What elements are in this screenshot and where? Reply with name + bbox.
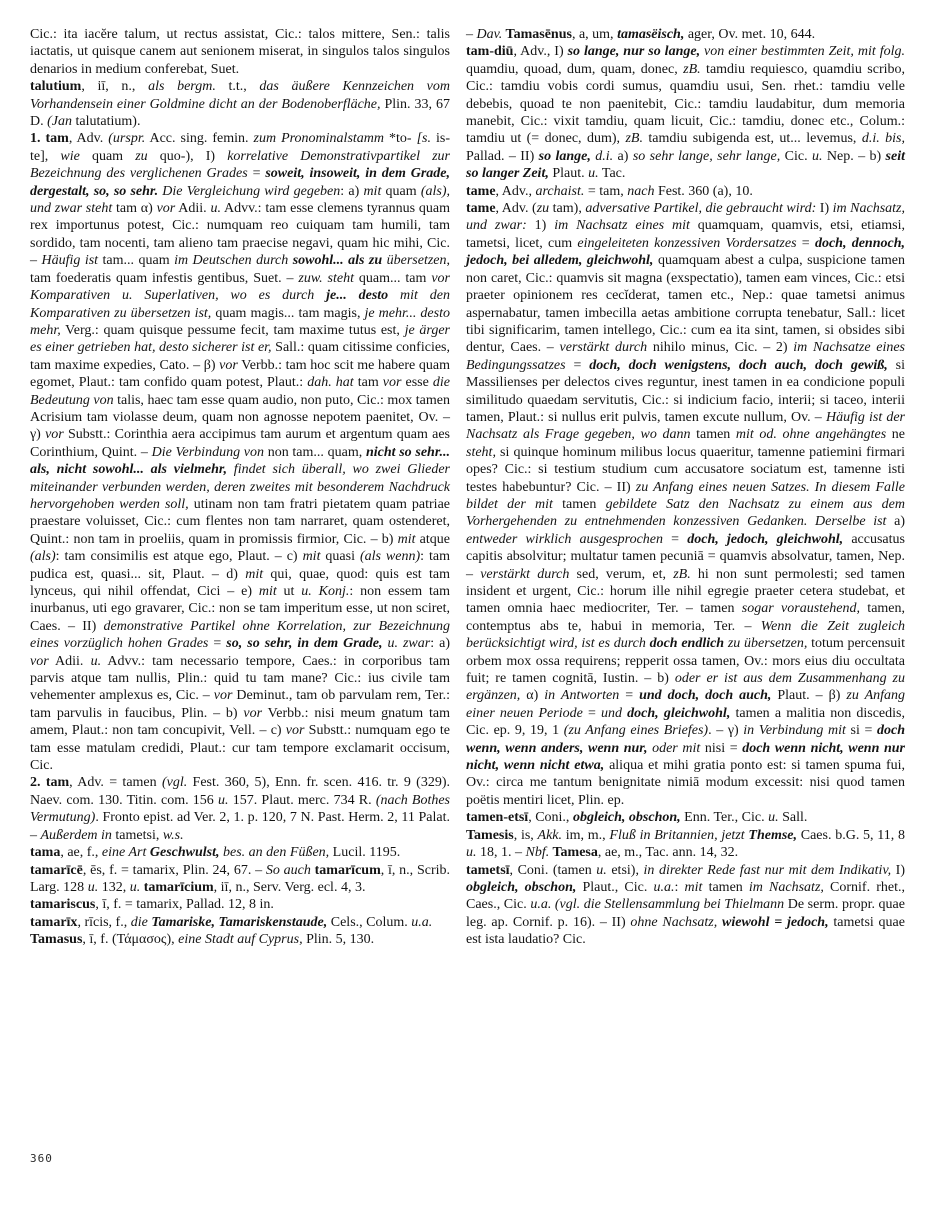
entry-tamarix: tamarīx, rīcis, f., die Tamariske, Tamariskenstaude, Cels., Colum. u.a.	[30, 914, 433, 930]
entry-2-tam: 2. tam, Adv. = tamen (vgl. Fest. 360, 5), Enn. fr. scen. 416. tr. 9 (329). Naev. com. 130. Titin. com. 156 u. 157. Plaut. merc. 734 R. (nach Bothes Vermutung). Fronto epist. ad Ver. 2, 1. p. 120, 7 N. Past. Herm. 2, 11 Palat. – Außerdem in tametsi, w.s.	[30, 775, 451, 843]
entry-tama: tama, ae, f., eine Art Geschwulst, bes. an den Füßen, Lucil. 1195.	[30, 845, 401, 861]
entry-tamesis: Tamesis, is, Akk. im, m., Fluß in Britannien, jetzt Themse, Caes. b.G. 5, 11, 8 u. 18, 1. – Nbf. Tamesa, ae, m., Tac. ann. 14, 32.	[466, 827, 906, 861]
entry-tametsi: tametsī, Coni. (tamen u. etsi), in direkter Rede fast nur mit dem Indikativ, I) obgleich, obschon, Plaut., Cic. u.a.: mit tamen im Nachsatz, Cornif. rhet., Caes., Cic. u.a. (vgl. die Stellensammlung bei Thielmann De serm. propr. quae leg. ap. Cornif. p. 16). – II) ohne Nachsatz, wiewohl = jedoch, tametsi quae est ista laudatio? Cic.	[466, 862, 905, 948]
entry-1-tam: 1. tam, Adv. (urspr. Acc. sing. femin. zum Pronominalstamm *to- [s. is-te], wie quam zu quo-), I) korrelative Demonstrativpartikel zur Bezeichnung des verglichenen Grades = soweit, insoweit, in dem Grade, dergestalt, so, so sehr. Die Vergleichung wird gegeben: a) mit quam (als), und zwar steht tam α) vor Adii. u. Advv.: tam esse clemens tyrannus quam rex importunus potest, Cic.: numquam reo cuiquam tam humili, tam sordido, tam nocenti, tam alieno tam praecise negavi, quam hic mihi, Cic. – Häufig ist tam... quam im Deutschen durch sowohl... als zu übersetzen, tam foederatis quam infestis gentibus, Suet. – zuw. steht quam... tam vor Komparativen u. Superlativen, wo es durch je... desto mit den Komparativen zu übersetzen ist, quam magis... tam magis, je mehr... desto mehr, Verg.: quam quisque pessume fecit, tam maxime tutus est, je ärger es einer getrieben hat, desto sicherer ist er, Sall.: quam citissime conficies, tam maxime expedies, Cato. – β) vor Verbb.: tam hoc scit me habere quam egomet, Plaut.: tam confido quam potest, Plaut.: dah. hat tam vor esse die Bedeutung von talis, haec tam esse quam audio, non puto, Cic.: mox tamen Acrisium tam violasse deum, quam non agnosse nepotem paenitet, Ov. – γ) vor Substt.: Corinthia aera accipimus tam aurum et argentum quam aes Corinthium, Quint. – Die Verbindung von non tam... quam, nicht so sehr... als, nicht sowohl... als vielmehr, findet sich überall, wo zwei Glieder miteinander verbunden werden, deren zweites mit besonderem Nachdruck hervorgehoben werden soll, utinam non tam fratri pietatem quam patriae praestare voluisset, Cic.: cum flentes non tam narraret, quam ostenderet, Quint.: non tam in proeliis, quam in promissis firmior, Cic. – b) mit atque (als): tam consimilis est atque ego, Plaut. – c) mit quasi (als wenn): tam pudica est, quasi... sit, Plaut. – d) mit qui, quae, quod: quis est tam lynceus, qui nihil offendat, Cici – e) mit ut u. Konj.: non essem tam inurbanus, uti ego gravarer, Cic.: non se tam imperitum esse, ut non sciret, Caes. – II) demonstrative Partikel ohne Korrelation, zur Bezeichnung eines vorzüglich hohen Grades = so, so sehr, in dem Grade, u. zwar: a) vor Adii. u. Advv.: tam necessario tempore, Caes.: in corporibus tam parvis atque tam nullis, Plin.: quid tu tam mane? Cic.: ius civile tam vehementer amplexus es, Cic. – vor Deminut., tam ob parvulam rem, Ter.: tam parvulis in faucibus, Plin. – b) vor Verbb.: nisi meum gnatum tam amem, Plaut.: non tam concupivit, Vell. – c) vor Substt.: numquam ego te tam esse matulam credidi, Plaut.: cur tam tempore exclamarit occisum, Cic.	[30, 131, 451, 774]
entry-tamariscus: tamariscus, ī, f. = tamarix, Pallad. 12, 8 in.	[30, 897, 274, 913]
entry-tame-adversative: tame, Adv. (zu tam), adversative Partikel, die gebraucht wird: I) im Nachsatz, und zwar: 1) im Nachsatz eines mit quamquam, quamvis, etsi, etiamsi, tametsi, licet, cum eingeleiteten konzessiven Vordersatzes = doch, dennoch, jedoch, bei alledem, gleichwohl, quamquam abest a culpa, suspicione tamen non caret, Cic.: quamvis sit magna (exspectatio), tamen eam vinces, Cic.: etsi praeter opinionem res cecĭderat, tamen etc., Nep.: quae tametsi animus aspernabatur, tamen imbecilla aetas ambitione corrupta tenebatur, Sall.: licet tibi significarim, tamen intellego, Cic.: cum ea ita sint, tamen, si obsides sibi dentur, Caes. – verstärkt durch nihilo minus, Cic. – 2) im Nachsatze eines Bedingungssatzes = doch, doch wenigstens, doch auch, doch gewiß, si Massilienses per delectos cives reguntur, inest tamen in ea condicione populi similitudo quaedam servitutis, Cic.: si indicium facio, interii; si taceo, interii tamen, Plaut.: si nullus erit pulvis, tamen excute nullum, Ov. – Häufig ist der Nachsatz als Frage gegeben, wo dann tamen mit od. ohne angehängtes ne steht, si quinque hominum milibus locus quaeritur, tamenne patiemini firmari opes? Cic.: si testium studium cum accusatore sociatum est, tamenne isti testes habebuntur? Cic. – II) zu Anfang eines neuen Satzes. In diesem Falle bildet der mit tamen gebildete Satz den Nachsatz zu einem aus dem Vorhergehenden zu entnehmenden konzessiven Gedanken. Derselbe ist a) entweder wirklich ausgesprochen = doch, jedoch, gleichwohl, accusatus capitis absolvitur; multatur tamen pecuniā = quamvis absolvatur, tamen, Nep. – verstärkt durch sed, verum, et, zB. hi non sunt permolesti; sed tamen insident et urgent, Cic.: horum ille nihil egregie praeter cetera studebat, et tamen omnia haec mediocriter, Ter. – tamen sogar voraustehend, tamen, contemptus abs te, habui in memoria, Ter. – Wenn die Zeit zugleich berücksichtigt wird, ist es durch doch endlich zu übersetzen, totum percensuit orbem mox ossa requirens; repperit ossa tamen, Ov.: mors eius diu occultata fuit; re tamen cognitā, Iustin. – b) oder er ist aus dem Zusammenhang zu ergänzen, α) in Antworten = und doch, doch auch, Plaut. – β) zu Anfang einer neuen Periode = und doch, gleichwohl, tamen a malitia non discedis, Cic. ep. 9, 19, 1 (zu Anfang eines Briefes). – γ) in Verbindung mit si = doch wenn, wenn anders, wenn nur, oder mit nisi = doch wenn nicht, wenn nur nicht, wenn nicht etwa, aliqua et mihi gratia ponto est: si tamen spuma fui, Ov.: circa me tantum benignitate nimiā modum excessit: nisi quod tamen poëtis mentiri licet, Plin. ep.	[466, 201, 906, 808]
entry-talus-continuation: Cic.: ita iacĕre talum, ut rectus assistat, Cic.: talos mittere, Sen.: talis iactatis, ut quisque canem aut senionem miserat, in singulos talos singulos denarios in medium conferebat, Suet.	[30, 27, 450, 77]
entry-tamen-etsi: tamen-etsī, Coni., obgleich, obschon, Enn. Ter., Cic. u. Sall.	[466, 810, 808, 826]
entry-tamdiu: tam-diū, Adv., I) so lange, nur so lange, von einer bestimmten Zeit, mit folg. quamdiu, quoad, dum, quam, donec, zB. tamdiu requiesco, quamdiu scribo, Cic.: tamdiu vobis cordi sumus, quamdiu usui, Sen. rhet.: tamdiu velle debebis, quoad te non paenitebit, Cic.: tamdiu laudabitur, dum memoria manebit, Cic.: vixit tamdiu, quam licuit, Cic.: tamdiu, donec etc., Colum.: tamdiu ut (= donec, dum), zB. tamdiu subigenda est, ut... levemus, d.i. bis, Pallad. – II) so lange, d.i. a) so sehr lange, sehr lange, Cic. u. Nep. – b) seit so langer Zeit, Plaut. u. Tac.	[466, 44, 906, 182]
entry-tame-archaist: tame, Adv., archaist. = tam, nach Fest. 360 (a), 10.	[466, 183, 753, 199]
right-column	[466, 26, 905, 949]
entry-tamarice: tamarīcē, ēs, f. = tamarix, Plin. 24, 67. – So auch tamarīcum, ī, n., Scrib. Larg. 128 u. 132, u. tamarīcium, iī, n., Serv. Verg. ecl. 4, 3.	[30, 862, 451, 895]
left-column	[30, 26, 450, 949]
entry-tamasus: Tamasus, ī, f. (Τάμασος), eine Stadt auf Cyprus, Plin. 5, 130.	[30, 932, 375, 948]
entry-talutium: talutium, iī, n., als bergm. t.t., das äußere Kennzeichen vom Vorhandensein einer Goldmine dicht an der Bodenoberfläche, Plin. 33, 67 D. (Jan talutatium).	[30, 79, 451, 130]
entry-tamasenus-continuation: – Dav. Tamasēnus, a, um, tamasëisch, ager, Ov. met. 10, 644.	[466, 27, 816, 42]
page-number: 360	[30, 1152, 53, 1165]
